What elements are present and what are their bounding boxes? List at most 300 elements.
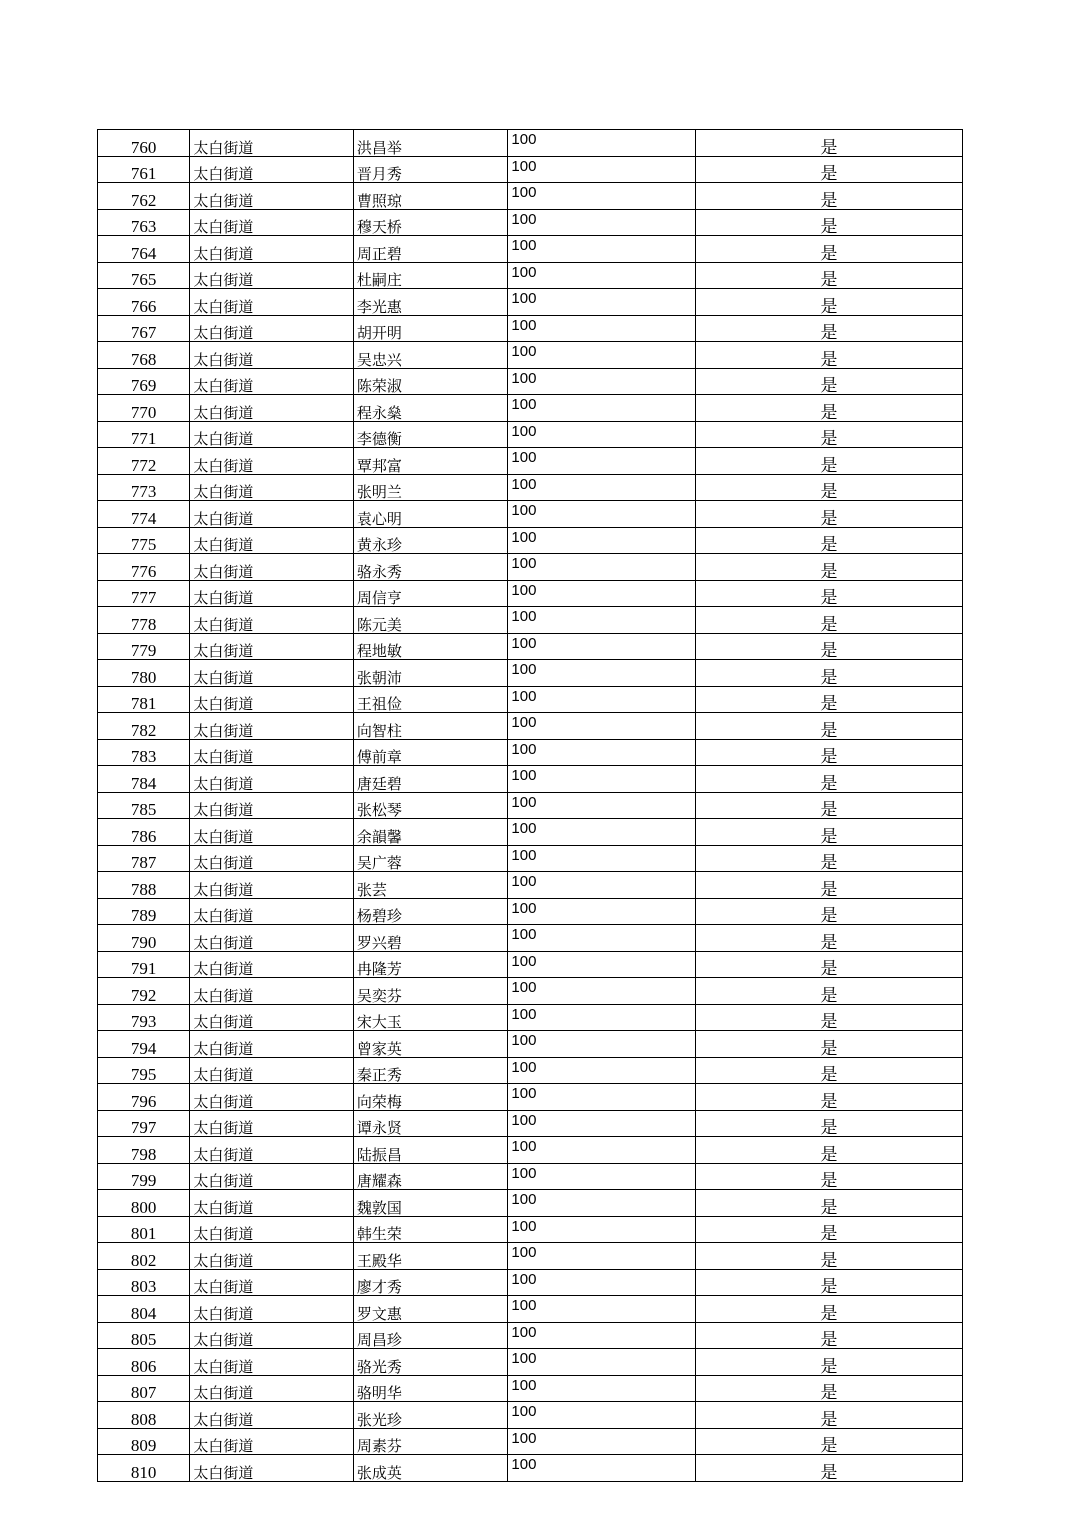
table-row — [98, 474, 963, 501]
amount-cell: 100 — [508, 156, 696, 183]
table-row — [98, 315, 963, 342]
name-cell: 杨碧珍 — [353, 898, 508, 925]
amount-cell: 100 — [508, 819, 696, 846]
street-cell: 太白街道 — [190, 183, 354, 210]
name-cell: 骆永秀 — [353, 554, 508, 581]
flag-cell: 是 — [696, 1163, 963, 1190]
street-cell: 太白街道 — [190, 845, 354, 872]
table-row — [98, 1349, 963, 1376]
street-cell: 太白街道 — [190, 978, 354, 1005]
amount-cell: 100 — [508, 660, 696, 687]
street-cell: 太白街道 — [190, 1322, 354, 1349]
name-cell: 张芸 — [353, 872, 508, 899]
data-table — [97, 129, 963, 1482]
street-cell: 太白街道 — [190, 1004, 354, 1031]
name-cell: 李光惠 — [353, 289, 508, 316]
street-cell: 太白街道 — [190, 766, 354, 793]
flag-cell: 是 — [696, 1031, 963, 1058]
amount-cell: 100 — [508, 501, 696, 528]
name-cell: 周素芬 — [353, 1428, 508, 1455]
flag-cell: 是 — [696, 1402, 963, 1429]
name-cell: 洪昌举 — [353, 130, 508, 157]
table-row — [98, 1216, 963, 1243]
street-cell: 太白街道 — [190, 554, 354, 581]
row-number-cell: 772 — [98, 448, 190, 475]
flag-cell: 是 — [696, 580, 963, 607]
table-row — [98, 1243, 963, 1270]
name-cell: 周昌珍 — [353, 1322, 508, 1349]
row-number-cell: 808 — [98, 1402, 190, 1429]
table-row — [98, 262, 963, 289]
name-cell: 罗文惠 — [353, 1296, 508, 1323]
table-row — [98, 978, 963, 1005]
name-cell: 吴忠兴 — [353, 342, 508, 369]
row-number-cell: 784 — [98, 766, 190, 793]
name-cell: 陈元美 — [353, 607, 508, 634]
street-cell: 太白街道 — [190, 1428, 354, 1455]
table-row — [98, 1402, 963, 1429]
street-cell: 太白街道 — [190, 474, 354, 501]
table-row — [98, 925, 963, 952]
street-cell: 太白街道 — [190, 925, 354, 952]
name-cell: 张明兰 — [353, 474, 508, 501]
street-cell: 太白街道 — [190, 607, 354, 634]
street-cell: 太白街道 — [190, 1163, 354, 1190]
flag-cell: 是 — [696, 183, 963, 210]
amount-cell: 100 — [508, 792, 696, 819]
street-cell: 太白街道 — [190, 951, 354, 978]
row-number-cell: 781 — [98, 686, 190, 713]
street-cell: 太白街道 — [190, 1216, 354, 1243]
amount-cell: 100 — [508, 554, 696, 581]
street-cell: 太白街道 — [190, 501, 354, 528]
street-cell: 太白街道 — [190, 395, 354, 422]
amount-cell: 100 — [508, 1296, 696, 1323]
table-row — [98, 1057, 963, 1084]
name-cell: 罗兴碧 — [353, 925, 508, 952]
name-cell: 王祖俭 — [353, 686, 508, 713]
street-cell: 太白街道 — [190, 156, 354, 183]
row-number-cell: 806 — [98, 1349, 190, 1376]
name-cell: 张光珍 — [353, 1402, 508, 1429]
table-row — [98, 501, 963, 528]
flag-cell: 是 — [696, 289, 963, 316]
street-cell: 太白街道 — [190, 1375, 354, 1402]
flag-cell: 是 — [696, 1137, 963, 1164]
table-row — [98, 289, 963, 316]
name-cell: 魏敦国 — [353, 1190, 508, 1217]
amount-cell: 100 — [508, 368, 696, 395]
flag-cell: 是 — [696, 713, 963, 740]
name-cell: 向荣梅 — [353, 1084, 508, 1111]
flag-cell: 是 — [696, 156, 963, 183]
amount-cell: 100 — [508, 262, 696, 289]
amount-cell: 100 — [508, 1322, 696, 1349]
row-number-cell: 778 — [98, 607, 190, 634]
name-cell: 周信亨 — [353, 580, 508, 607]
street-cell: 太白街道 — [190, 819, 354, 846]
table-row — [98, 156, 963, 183]
flag-cell: 是 — [696, 315, 963, 342]
name-cell: 吴广蓉 — [353, 845, 508, 872]
row-number-cell: 788 — [98, 872, 190, 899]
row-number-cell: 798 — [98, 1137, 190, 1164]
row-number-cell: 786 — [98, 819, 190, 846]
street-cell: 太白街道 — [190, 792, 354, 819]
flag-cell: 是 — [696, 607, 963, 634]
street-cell: 太白街道 — [190, 315, 354, 342]
street-cell: 太白街道 — [190, 1137, 354, 1164]
amount-cell: 100 — [508, 1269, 696, 1296]
flag-cell: 是 — [696, 395, 963, 422]
street-cell: 太白街道 — [190, 739, 354, 766]
street-cell: 太白街道 — [190, 368, 354, 395]
row-number-cell: 791 — [98, 951, 190, 978]
flag-cell: 是 — [696, 739, 963, 766]
flag-cell: 是 — [696, 925, 963, 952]
table-row — [98, 792, 963, 819]
amount-cell: 100 — [508, 289, 696, 316]
row-number-cell: 782 — [98, 713, 190, 740]
row-number-cell: 767 — [98, 315, 190, 342]
table-row — [98, 1269, 963, 1296]
street-cell: 太白街道 — [190, 1084, 354, 1111]
row-number-cell: 803 — [98, 1269, 190, 1296]
flag-cell: 是 — [696, 898, 963, 925]
table-row — [98, 1137, 963, 1164]
street-cell: 太白街道 — [190, 633, 354, 660]
table-row — [98, 448, 963, 475]
flag-cell: 是 — [696, 1349, 963, 1376]
amount-cell: 100 — [508, 1216, 696, 1243]
amount-cell: 100 — [508, 898, 696, 925]
row-number-cell: 796 — [98, 1084, 190, 1111]
street-cell: 太白街道 — [190, 342, 354, 369]
row-number-cell: 802 — [98, 1243, 190, 1270]
flag-cell: 是 — [696, 448, 963, 475]
table-row — [98, 1428, 963, 1455]
amount-cell: 100 — [508, 1031, 696, 1058]
street-cell: 太白街道 — [190, 1269, 354, 1296]
row-number-cell: 780 — [98, 660, 190, 687]
row-number-cell: 760 — [98, 130, 190, 157]
amount-cell: 100 — [508, 130, 696, 157]
amount-cell: 100 — [508, 342, 696, 369]
amount-cell: 100 — [508, 527, 696, 554]
street-cell: 太白街道 — [190, 527, 354, 554]
table-row — [98, 898, 963, 925]
flag-cell: 是 — [696, 1322, 963, 1349]
name-cell: 张朝沛 — [353, 660, 508, 687]
flag-cell: 是 — [696, 474, 963, 501]
street-cell: 太白街道 — [190, 1190, 354, 1217]
name-cell: 骆明华 — [353, 1375, 508, 1402]
name-cell: 王殿华 — [353, 1243, 508, 1270]
name-cell: 向智柱 — [353, 713, 508, 740]
amount-cell: 100 — [508, 713, 696, 740]
street-cell: 太白街道 — [190, 289, 354, 316]
table-row — [98, 554, 963, 581]
table-row — [98, 1110, 963, 1137]
amount-cell: 100 — [508, 925, 696, 952]
flag-cell: 是 — [696, 236, 963, 263]
table-row — [98, 580, 963, 607]
row-number-cell: 809 — [98, 1428, 190, 1455]
amount-cell: 100 — [508, 395, 696, 422]
table-row — [98, 1031, 963, 1058]
flag-cell: 是 — [696, 1190, 963, 1217]
row-number-cell: 797 — [98, 1110, 190, 1137]
street-cell: 太白街道 — [190, 209, 354, 236]
table-row — [98, 819, 963, 846]
amount-cell: 100 — [508, 421, 696, 448]
row-number-cell: 810 — [98, 1455, 190, 1482]
row-number-cell: 804 — [98, 1296, 190, 1323]
flag-cell: 是 — [696, 262, 963, 289]
row-number-cell: 795 — [98, 1057, 190, 1084]
flag-cell: 是 — [696, 1004, 963, 1031]
amount-cell: 100 — [508, 1137, 696, 1164]
table-row — [98, 1084, 963, 1111]
name-cell: 廖才秀 — [353, 1269, 508, 1296]
amount-cell: 100 — [508, 1375, 696, 1402]
table-row — [98, 686, 963, 713]
table-row — [98, 183, 963, 210]
row-number-cell: 801 — [98, 1216, 190, 1243]
street-cell: 太白街道 — [190, 421, 354, 448]
street-cell: 太白街道 — [190, 1243, 354, 1270]
name-cell: 韩生荣 — [353, 1216, 508, 1243]
amount-cell: 100 — [508, 209, 696, 236]
amount-cell: 100 — [508, 1190, 696, 1217]
name-cell: 陈荣淑 — [353, 368, 508, 395]
name-cell: 骆光秀 — [353, 1349, 508, 1376]
table-row — [98, 527, 963, 554]
flag-cell: 是 — [696, 554, 963, 581]
flag-cell: 是 — [696, 951, 963, 978]
street-cell: 太白街道 — [190, 1031, 354, 1058]
street-cell: 太白街道 — [190, 1402, 354, 1429]
table-row — [98, 1190, 963, 1217]
name-cell: 穆天桥 — [353, 209, 508, 236]
amount-cell: 100 — [508, 978, 696, 1005]
table-row — [98, 130, 963, 157]
name-cell: 程地敏 — [353, 633, 508, 660]
flag-cell: 是 — [696, 1296, 963, 1323]
flag-cell: 是 — [696, 1057, 963, 1084]
flag-cell: 是 — [696, 872, 963, 899]
street-cell: 太白街道 — [190, 1296, 354, 1323]
flag-cell: 是 — [696, 1110, 963, 1137]
table-row — [98, 1163, 963, 1190]
street-cell: 太白街道 — [190, 580, 354, 607]
street-cell: 太白街道 — [190, 1349, 354, 1376]
table-row — [98, 236, 963, 263]
row-number-cell: 770 — [98, 395, 190, 422]
amount-cell: 100 — [508, 1110, 696, 1137]
amount-cell: 100 — [508, 607, 696, 634]
street-cell: 太白街道 — [190, 262, 354, 289]
row-number-cell: 764 — [98, 236, 190, 263]
flag-cell: 是 — [696, 819, 963, 846]
table-row — [98, 1375, 963, 1402]
flag-cell: 是 — [696, 421, 963, 448]
street-cell: 太白街道 — [190, 236, 354, 263]
flag-cell: 是 — [696, 209, 963, 236]
street-cell: 太白街道 — [190, 1455, 354, 1482]
street-cell: 太白街道 — [190, 898, 354, 925]
amount-cell: 100 — [508, 1428, 696, 1455]
name-cell: 晋月秀 — [353, 156, 508, 183]
row-number-cell: 805 — [98, 1322, 190, 1349]
table-row — [98, 713, 963, 740]
flag-cell: 是 — [696, 686, 963, 713]
table-row — [98, 1455, 963, 1482]
row-number-cell: 794 — [98, 1031, 190, 1058]
name-cell: 吴奕芬 — [353, 978, 508, 1005]
amount-cell: 100 — [508, 739, 696, 766]
name-cell: 覃邦富 — [353, 448, 508, 475]
amount-cell: 100 — [508, 1163, 696, 1190]
table-row — [98, 368, 963, 395]
table-row — [98, 395, 963, 422]
name-cell: 傅前章 — [353, 739, 508, 766]
name-cell: 秦正秀 — [353, 1057, 508, 1084]
name-cell: 周正碧 — [353, 236, 508, 263]
row-number-cell: 761 — [98, 156, 190, 183]
name-cell: 黄永珍 — [353, 527, 508, 554]
table-row — [98, 1296, 963, 1323]
amount-cell: 100 — [508, 1243, 696, 1270]
row-number-cell: 799 — [98, 1163, 190, 1190]
name-cell: 杜嗣庄 — [353, 262, 508, 289]
flag-cell: 是 — [696, 978, 963, 1005]
street-cell: 太白街道 — [190, 1110, 354, 1137]
row-number-cell: 776 — [98, 554, 190, 581]
name-cell: 曹照琼 — [353, 183, 508, 210]
amount-cell: 100 — [508, 183, 696, 210]
flag-cell: 是 — [696, 766, 963, 793]
table-row — [98, 766, 963, 793]
amount-cell: 100 — [508, 686, 696, 713]
flag-cell: 是 — [696, 130, 963, 157]
amount-cell: 100 — [508, 448, 696, 475]
amount-cell: 100 — [508, 1004, 696, 1031]
street-cell: 太白街道 — [190, 130, 354, 157]
row-number-cell: 774 — [98, 501, 190, 528]
table-row — [98, 739, 963, 766]
table-row — [98, 633, 963, 660]
name-cell: 唐廷碧 — [353, 766, 508, 793]
flag-cell: 是 — [696, 1428, 963, 1455]
row-number-cell: 762 — [98, 183, 190, 210]
name-cell: 谭永贤 — [353, 1110, 508, 1137]
amount-cell: 100 — [508, 580, 696, 607]
row-number-cell: 773 — [98, 474, 190, 501]
amount-cell: 100 — [508, 845, 696, 872]
flag-cell: 是 — [696, 342, 963, 369]
row-number-cell: 769 — [98, 368, 190, 395]
flag-cell: 是 — [696, 1084, 963, 1111]
flag-cell: 是 — [696, 501, 963, 528]
flag-cell: 是 — [696, 527, 963, 554]
name-cell: 唐耀森 — [353, 1163, 508, 1190]
row-number-cell: 787 — [98, 845, 190, 872]
amount-cell: 100 — [508, 872, 696, 899]
amount-cell: 100 — [508, 474, 696, 501]
amount-cell: 100 — [508, 766, 696, 793]
flag-cell: 是 — [696, 1269, 963, 1296]
row-number-cell: 792 — [98, 978, 190, 1005]
name-cell: 袁心明 — [353, 501, 508, 528]
street-cell: 太白街道 — [190, 660, 354, 687]
name-cell: 陆振昌 — [353, 1137, 508, 1164]
table-row — [98, 845, 963, 872]
flag-cell: 是 — [696, 792, 963, 819]
row-number-cell: 765 — [98, 262, 190, 289]
flag-cell: 是 — [696, 1216, 963, 1243]
table-row — [98, 421, 963, 448]
table-body — [98, 130, 963, 1482]
flag-cell: 是 — [696, 633, 963, 660]
table-row — [98, 660, 963, 687]
row-number-cell: 793 — [98, 1004, 190, 1031]
row-number-cell: 763 — [98, 209, 190, 236]
flag-cell: 是 — [696, 660, 963, 687]
table-row — [98, 1322, 963, 1349]
name-cell: 冉隆芳 — [353, 951, 508, 978]
table-row — [98, 872, 963, 899]
table-row — [98, 1004, 963, 1031]
row-number-cell: 789 — [98, 898, 190, 925]
amount-cell: 100 — [508, 1349, 696, 1376]
table-row — [98, 607, 963, 634]
row-number-cell: 800 — [98, 1190, 190, 1217]
street-cell: 太白街道 — [190, 1057, 354, 1084]
flag-cell: 是 — [696, 1243, 963, 1270]
name-cell: 余韻馨 — [353, 819, 508, 846]
row-number-cell: 768 — [98, 342, 190, 369]
row-number-cell: 790 — [98, 925, 190, 952]
row-number-cell: 775 — [98, 527, 190, 554]
name-cell: 李德衡 — [353, 421, 508, 448]
amount-cell: 100 — [508, 315, 696, 342]
name-cell: 张松琴 — [353, 792, 508, 819]
amount-cell: 100 — [508, 1455, 696, 1482]
amount-cell: 100 — [508, 236, 696, 263]
name-cell: 宋大玉 — [353, 1004, 508, 1031]
flag-cell: 是 — [696, 368, 963, 395]
row-number-cell: 771 — [98, 421, 190, 448]
name-cell: 胡开明 — [353, 315, 508, 342]
amount-cell: 100 — [508, 1084, 696, 1111]
amount-cell: 100 — [508, 1402, 696, 1429]
street-cell: 太白街道 — [190, 686, 354, 713]
name-cell: 张成英 — [353, 1455, 508, 1482]
amount-cell: 100 — [508, 1057, 696, 1084]
street-cell: 太白街道 — [190, 713, 354, 740]
table-row — [98, 209, 963, 236]
flag-cell: 是 — [696, 845, 963, 872]
row-number-cell: 783 — [98, 739, 190, 766]
row-number-cell: 807 — [98, 1375, 190, 1402]
table-row — [98, 342, 963, 369]
table-row — [98, 951, 963, 978]
row-number-cell: 779 — [98, 633, 190, 660]
amount-cell: 100 — [508, 633, 696, 660]
row-number-cell: 766 — [98, 289, 190, 316]
flag-cell: 是 — [696, 1455, 963, 1482]
